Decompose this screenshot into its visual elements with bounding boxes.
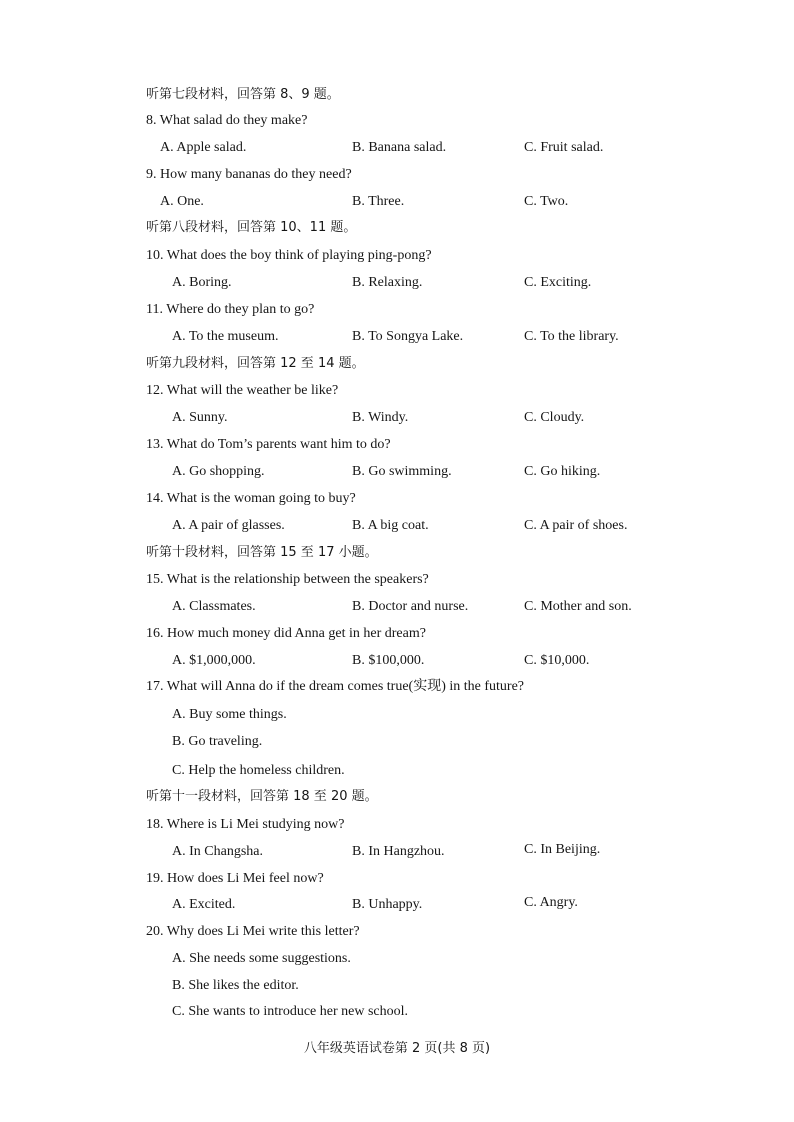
section-7-instruction: 听第七段材料，回答第 8、9 题。 [146,87,340,102]
q9-option-a: A. One. [160,194,204,209]
q13-option-c: C. Go hiking. [524,464,601,479]
q19-option-c: C. Angry. [524,895,578,910]
page-footer: 八年级英语试卷第 2 页(共 8 页) [303,1041,491,1056]
q11-option-a: A. To the museum. [172,329,279,344]
q14-option-c: C. A pair of shoes. [524,518,628,533]
q15-option-b: B. Doctor and nurse. [352,599,469,614]
question-8: 8. What salad do they make? [146,113,308,128]
q16-option-b: B. $100,000. [352,653,425,668]
q15-option-c: C. Mother and son. [524,599,632,614]
q16-option-c: C. $10,000. [524,653,590,668]
q17-option-c: C. Help the homeless children. [172,763,345,778]
question-11: 11. Where do they plan to go? [146,302,315,317]
q18-option-b: B. In Hangzhou. [352,844,445,859]
q17-option-b: B. Go traveling. [172,734,263,749]
q12-option-a: A. Sunny. [172,410,228,425]
q13-option-a: A. Go shopping. [172,464,265,479]
q19-option-a: A. Excited. [172,897,236,912]
q12-option-b: B. Windy. [352,410,409,425]
q10-option-a: A. Boring. [172,275,232,290]
section-11-instruction: 听第十一段材料，回答第 18 至 20 题。 [146,789,378,804]
q10-option-b: B. Relaxing. [352,275,423,290]
q20-option-b: B. She likes the editor. [172,978,299,993]
q12-option-c: C. Cloudy. [524,410,585,425]
q15-option-a: A. Classmates. [172,599,256,614]
section-10-instruction: 听第十段材料，回答第 15 至 17 小题。 [146,545,378,560]
q20-option-c: C. She wants to introduce her new school. [172,1004,409,1019]
question-14: 14. What is the woman going to buy? [146,491,356,506]
question-15: 15. What is the relationship between the speakers? [146,572,429,587]
q13-option-b: B. Go swimming. [352,464,452,479]
q8-option-b: B. Banana salad. [352,140,447,155]
q19-option-b: B. Unhappy. [352,897,423,912]
q11-option-c: C. To the library. [524,329,619,344]
q10-option-c: C. Exciting. [524,275,592,290]
question-12: 12. What will the weather be like? [146,383,339,398]
q20-option-a: A. She needs some suggestions. [172,951,351,966]
q9-option-c: C. Two. [524,194,569,209]
question-19: 19. How does Li Mei feel now? [146,871,324,886]
q16-option-a: A. $1,000,000. [172,653,256,668]
question-17: 17. What will Anna do if the dream comes true(实现) in the future? [146,679,525,694]
q14-option-b: B. A big coat. [352,518,429,533]
q9-option-b: B. Three. [352,194,405,209]
q11-option-b: B. To Songya Lake. [352,329,464,344]
q14-option-a: A. A pair of glasses. [172,518,285,533]
question-20: 20. Why does Li Mei write this letter? [146,924,360,939]
section-8-instruction: 听第八段材料，回答第 10、11 题。 [146,220,357,235]
question-10: 10. What does the boy think of playing ping-pong? [146,248,432,263]
q18-option-a: A. In Changsha. [172,844,263,859]
question-18: 18. Where is Li Mei studying now? [146,817,345,832]
question-9: 9. How many bananas do they need? [146,167,352,182]
question-16: 16. How much money did Anna get in her dream? [146,626,426,641]
q8-option-a: A. Apple salad. [160,140,247,155]
q18-option-c: C. In Beijing. [524,842,601,857]
section-9-instruction: 听第九段材料，回答第 12 至 14 题。 [146,356,365,371]
q17-option-a: A. Buy some things. [172,707,287,722]
question-13: 13. What do Tom’s parents want him to do? [146,437,391,452]
q8-option-c: C. Fruit salad. [524,140,604,155]
